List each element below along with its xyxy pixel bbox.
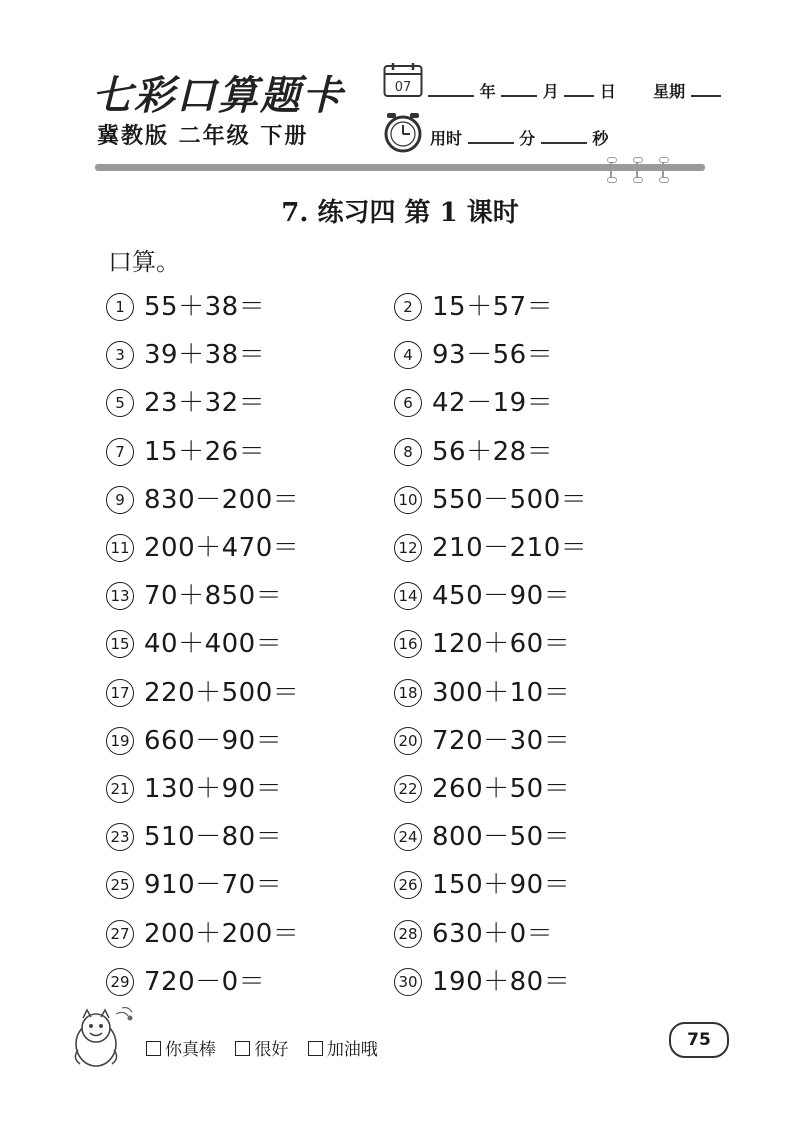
rating-good[interactable]: 很好 (235, 1040, 288, 1060)
problem-item (394, 575, 570, 612)
problem-number: 29 (106, 968, 134, 996)
problem-number: 12 (394, 534, 422, 562)
minutes-label: 分 (519, 129, 536, 148)
problem-number: 28 (394, 920, 422, 948)
problem-number: 30 (394, 968, 422, 996)
time-fields (430, 126, 608, 149)
problem-expression: 190＋80＝ (432, 966, 571, 997)
problem-item (394, 672, 570, 709)
problem-item (394, 913, 553, 950)
problem-expression: 300＋10＝ (432, 677, 571, 708)
problem-expression: 910－70＝ (144, 870, 283, 901)
rating-options (146, 1035, 392, 1060)
problem-expression: 720－30＝ (432, 725, 571, 756)
problem-number: 21 (106, 775, 134, 803)
problem-number: 1 (106, 293, 134, 321)
problem-item (394, 816, 570, 853)
problem-item (106, 575, 282, 612)
problem-item (106, 623, 282, 660)
problem-item (394, 623, 570, 660)
problem-item (106, 672, 299, 709)
problem-number: 16 (394, 630, 422, 658)
rating-keep-trying[interactable]: 加油哦 (308, 1040, 378, 1060)
problem-expression: 23＋32＝ (144, 388, 266, 419)
checkbox-icon[interactable] (146, 1041, 161, 1056)
problem-expression: 200＋200＝ (144, 918, 300, 949)
problem-item (106, 527, 299, 564)
problem-expression: 220＋500＝ (144, 677, 300, 708)
problem-number: 9 (106, 486, 134, 514)
problem-expression: 830－200＝ (144, 484, 300, 515)
year-label: 年 (479, 82, 496, 101)
rule-tick (610, 157, 612, 183)
problem-number: 3 (106, 341, 134, 369)
problem-expression: 120＋60＝ (432, 629, 571, 660)
problem-item (394, 768, 570, 805)
brand-title: 七彩口算题卡 (92, 73, 344, 119)
problem-number: 27 (106, 920, 134, 948)
problem-expression: 550－500＝ (432, 484, 588, 515)
problem-expression: 450－90＝ (432, 581, 571, 612)
problem-expression: 720－0＝ (144, 966, 266, 997)
problem-number: 25 (106, 871, 134, 899)
problem-item (394, 720, 570, 757)
problem-item (106, 720, 282, 757)
rule-tick (636, 157, 638, 183)
calendar-day: 07 (394, 80, 412, 95)
problem-number: 4 (394, 341, 422, 369)
problem-item (106, 286, 265, 323)
problem-item (106, 816, 282, 853)
problem-number: 23 (106, 823, 134, 851)
problem-number: 20 (394, 727, 422, 755)
seconds-blank[interactable] (541, 128, 587, 144)
problem-number: 26 (394, 871, 422, 899)
problem-expression: 39＋38＝ (144, 340, 266, 371)
brand-subtitle: 冀教版 二年级 下册 (97, 124, 309, 149)
lesson-title: 7. 练习四 第 1 课时 (281, 198, 519, 228)
problem-item (394, 479, 587, 516)
rating-great[interactable]: 你真棒 (146, 1040, 216, 1060)
clock-icon (381, 110, 425, 154)
header-rule (95, 164, 705, 171)
problem-expression: 660－90＝ (144, 725, 283, 756)
year-blank[interactable] (428, 81, 474, 97)
day-label: 日 (599, 82, 616, 101)
calendar-icon (383, 62, 423, 98)
page-number: 75 (669, 1022, 729, 1058)
date-fields (428, 79, 721, 102)
problem-number: 6 (394, 389, 422, 417)
elapsed-label: 用时 (430, 129, 463, 148)
problem-number: 19 (106, 727, 134, 755)
problem-item (106, 382, 265, 419)
problem-expression: 200＋470＝ (144, 533, 300, 563)
problem-item (106, 479, 299, 516)
problem-item (106, 334, 265, 371)
problem-number: 5 (106, 389, 134, 417)
month-label: 月 (542, 82, 559, 101)
instruction: 口算。 (108, 248, 180, 276)
mascot-icon (68, 1002, 140, 1072)
problem-item (394, 286, 553, 323)
problem-item (106, 913, 299, 950)
problem-expression: 93－56＝ (432, 340, 554, 371)
checkbox-icon[interactable] (308, 1041, 323, 1056)
problem-expression: 260＋50＝ (432, 774, 571, 804)
problem-number: 18 (394, 679, 422, 707)
problem-number: 17 (106, 679, 134, 707)
problem-expression: 150＋90＝ (432, 870, 571, 901)
checkbox-icon[interactable] (235, 1041, 250, 1056)
weekday-label: 星期 (653, 82, 686, 101)
problem-expression: 15＋26＝ (144, 436, 266, 467)
problem-item (106, 864, 282, 901)
problem-expression: 210－210＝ (432, 533, 588, 563)
problem-item (394, 527, 587, 564)
problem-item (394, 431, 553, 468)
problem-item (106, 961, 265, 998)
problem-item (394, 961, 570, 998)
problem-item (394, 382, 553, 419)
problem-expression: 42－19＝ (432, 388, 554, 419)
problem-expression: 40＋400＝ (144, 629, 283, 660)
problem-expression: 800－50＝ (432, 822, 571, 853)
problem-number: 15 (106, 630, 134, 658)
rule-tick (662, 157, 664, 183)
problem-expression: 56＋28＝ (432, 436, 554, 467)
problem-expression: 15＋57＝ (432, 292, 554, 322)
problem-number: 14 (394, 582, 422, 610)
problem-item (394, 334, 553, 371)
problem-number: 7 (106, 438, 134, 466)
problem-number: 13 (106, 582, 134, 610)
problem-item (106, 431, 265, 468)
problem-number: 22 (394, 775, 422, 803)
weekday-blank[interactable] (691, 81, 721, 97)
problem-number: 8 (394, 438, 422, 466)
minutes-blank[interactable] (468, 128, 514, 144)
problem-number: 11 (106, 534, 134, 562)
seconds-label: 秒 (592, 129, 609, 148)
problem-item (394, 864, 570, 901)
problem-number: 24 (394, 823, 422, 851)
problem-number: 2 (394, 293, 422, 321)
problem-item (106, 768, 282, 805)
problem-expression: 630＋0＝ (432, 918, 554, 949)
problem-expression: 510－80＝ (144, 822, 283, 853)
problem-expression: 130＋90＝ (144, 774, 283, 804)
problem-expression: 70＋850＝ (144, 581, 283, 612)
day-blank[interactable] (564, 81, 594, 97)
month-blank[interactable] (501, 81, 537, 97)
problem-number: 10 (394, 486, 422, 514)
problem-expression: 55＋38＝ (144, 292, 266, 322)
